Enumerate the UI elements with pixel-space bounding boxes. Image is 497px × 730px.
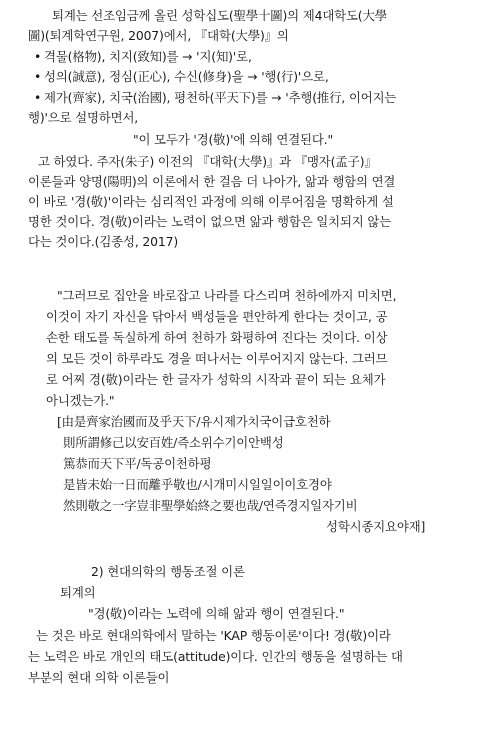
blockquote-line: 로 어찌 경(敬)이라는 한 글자가 성학의 시작과 끝이 되는 요체가 <box>46 372 386 387</box>
body-line: 이 바로 '경(敬)'이라는 심리적인 과정에 의해 이루어짐을 명확하게 설 <box>28 194 394 209</box>
bullet-item <box>34 68 329 85</box>
bullet-item <box>34 89 396 106</box>
bullet-item <box>34 48 252 65</box>
blockquote-line: 이것이 자기 자신을 닦아서 백성들을 편안하게 한다는 것이고, 공 <box>46 309 388 324</box>
bullet-continuation: 행)'으로 설명하면서, <box>28 110 139 125</box>
hanja-line: 성학시종지요야재] <box>326 519 426 534</box>
section-subheading: 퇴계의 <box>60 585 96 600</box>
blockquote-line: 의 모든 것이 하루라도 경을 떠나서는 이루어지지 않는다. 그러므 <box>46 351 388 366</box>
blockquote-line: 손한 태도를 독실하게 하여 천하가 화평하여 진다는 것이다. 이상 <box>46 330 388 345</box>
blockquote-line: "그러므로 집안을 바로잡고 나라를 다스리며 천하에까지 미치면, <box>57 288 397 303</box>
bullet-text: 제가(齊家), 치국(治國), 평천하(平天下)를 → '추행(推行, 이어지는 <box>44 90 397 105</box>
bullet-dot-icon: • <box>34 69 42 84</box>
hanja-line: [由是齊家治國而及乎天下/유시제가치국이급호천하 <box>57 414 331 429</box>
blockquote-line: 아니겠는가." <box>46 393 115 408</box>
body-line: 명한 것이다. 경(敬)이라는 노력이 없으면 앎과 행함은 일치되지 않는 <box>28 214 392 229</box>
hanja-line: 篤恭而天下平/독공이천하평 <box>63 456 212 471</box>
bullet-text: 성의(誠意), 정심(正心), 수신(修身)을 → '행(行)'으로, <box>44 69 329 84</box>
section-heading: 2) 현대의학의 행동조절 이론 <box>91 564 245 579</box>
body-line: 고 하였다. 주자(朱子) 이전의 『대학(大學)』과 『맹자(孟子)』 <box>38 154 377 169</box>
hanja-line: 然則敬之一字豈非聖學始終之要也哉/연즉경지일자기비 <box>63 498 358 513</box>
hanja-line: 是皆未始一日而離乎敬也/시개미시일일이이호경야 <box>63 477 332 492</box>
body-line: 는 것은 바로 현대의학에서 말하는 'KAP 행동이론'이다! 경(敬)이라 <box>36 628 391 643</box>
body-line: 이론들과 양명(陽明)의 이론에서 한 걸음 더 나아가, 앎과 행함의 연결 <box>28 174 396 189</box>
intro-line-1: 퇴계는 선조임금께 올린 성학십도(聖學十圖)의 제4대학도(大學 <box>52 8 387 23</box>
body-line: 는 노력은 바로 개인의 태도(attitude)이다. 인간의 행동을 설명하는 대 <box>28 649 403 664</box>
bullet-text: 격물(格物), 치지(致知)를 → '지(知)'로, <box>44 49 252 64</box>
bullet-dot-icon: • <box>34 90 42 105</box>
quote-1: "이 모두가 '경(敬)'에 의해 연결된다." <box>133 132 333 147</box>
quote-2: "경(敬)이라는 노력에 의해 앎과 행이 연결된다." <box>88 606 345 621</box>
intro-line-2: 圖)(퇴계학연구원, 2007)에서, 『대학(大學)』의 <box>28 28 289 43</box>
body-line: 다는 것이다.(김종성, 2017) <box>28 234 179 249</box>
bullet-dot-icon: • <box>34 49 42 64</box>
body-line: 부분의 현대 의학 이론들이 <box>28 670 170 685</box>
hanja-line: 則所謂修己以安百姓/즉소위수기이안백성 <box>63 435 284 450</box>
